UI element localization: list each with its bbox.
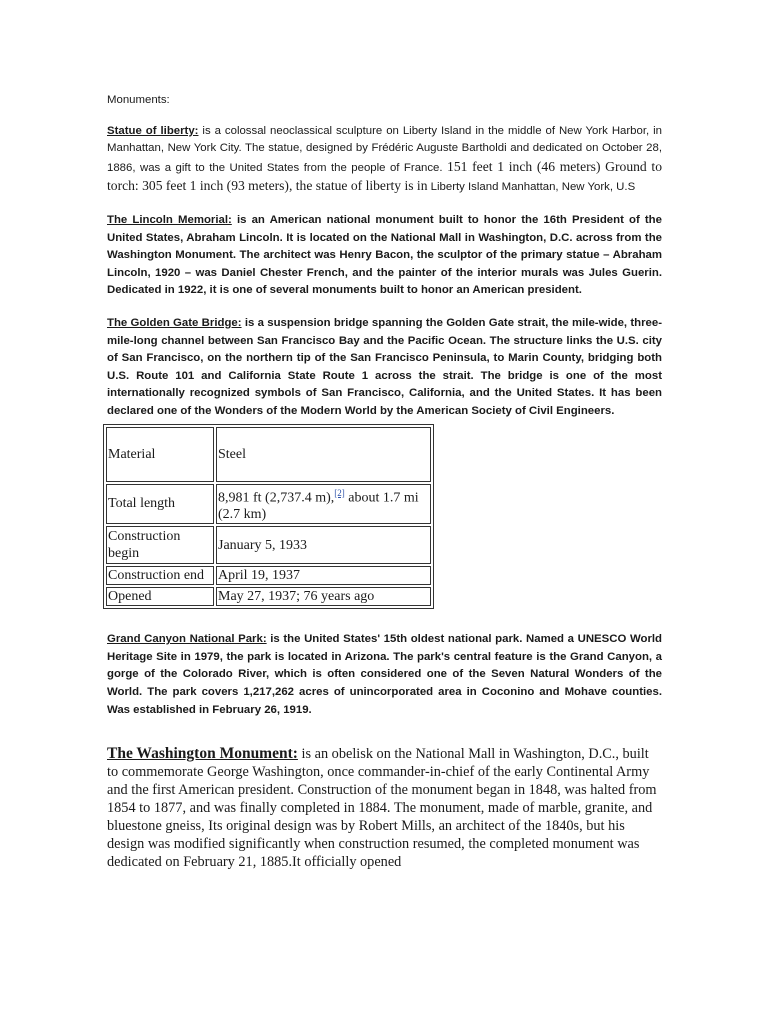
table-cell-key: Construction end: [106, 566, 214, 585]
heading-golden-gate: The Golden Gate Bridge:: [107, 316, 242, 329]
document-title: Monuments:: [107, 94, 170, 106]
table-row: [106, 566, 431, 585]
table-cell-value: January 5, 1933: [216, 526, 431, 564]
paragraph-washington-monument: [107, 745, 662, 871]
grand-canyon-text: is the United States' 15th oldest national park. Named a UNESCO World Heritage Site in 1979, the park is located in Arizona. The park's central feature is the Grand Canyon, a gorge of the Colorado River, which is often considered one of the Seven Natural Wonders of the World. The park covers 1,217,262 acres of unincorporated area in Coconino and Mohave counties. Was established in February 26, 1919.: [107, 633, 663, 716]
table-row: [106, 427, 431, 482]
liberty-tail: Liberty Island Manhattan, New York, U.S: [427, 181, 636, 194]
golden-gate-text: is a suspension bridge spanning the Golden Gate strait, the mile-wide, three-mile-long channel between San Francisco Bay and the Pacific Ocean. The structure links the U.S. city of San Francisco, on the northern tip of the San Francisco Peninsula, to Marin County, bridging both U.S. Route 101 and California State Route 1 across the strait. The bridge is one of the most internationally recognized symbols of San Francisco, California, and the United States. It has been declared one of the Wonders of the Modern World by the American Society of Civil Engineers.: [107, 316, 663, 417]
heading-washington-monument: The Washington Monument:: [107, 745, 298, 763]
table-cell-value: Steel: [216, 427, 431, 482]
length-value-a: 8,981 ft (2,737.4 m),: [218, 490, 335, 506]
table-cell-value: May 27, 1937; 76 years ago: [216, 587, 431, 606]
washington-text: is an obelisk on the National Mall in Washington, D.C., built to commemorate George Washington, once commander-in-chief of the early Continental Army and the first American president. Construction of the monument began in 1848, was halted from 1854 to 1877, and was finally completed in 1884. The monument, made of marble, granite, and bluestone gneiss, Its original design was by Robert Mills, an architect of the 1840s, but his design was modified significantly when construction resumed, the completed monument was dedicated on February 21, 1885.It officially opened: [107, 746, 657, 871]
paragraph-statue-of-liberty: [107, 123, 662, 197]
table-row: [106, 526, 431, 564]
document-page: [107, 92, 662, 885]
table-cell-value: April 19, 1937: [216, 566, 431, 585]
golden-gate-facts-table: [103, 424, 434, 610]
liberty-text: is a colossal neoclassical sculpture on Liberty Island in the middle of New York Harbor, in Manhattan, New York City. The statue, designed by Frédéric Auguste Bartholdi and dedicated on October 28, 1886, was a gift to the United States from the people of France.: [107, 124, 663, 174]
reference-link[interactable]: [2]: [334, 487, 345, 498]
table-cell-key: Construction begin: [106, 526, 214, 564]
lincoln-text: is an American national monument built to honor the 16th President of the United States, Abraham Lincoln. It is located on the National Mall in Washington, D.C. across from the Washington Monument. The architect was Henry Bacon, the sculptor of the primary statue – Abraham Lincoln, 1920 – was Daniel Chester French, and the painter of the interior murals was Jules Guerin. Dedicated in 1922, it is one of several monuments built to honor an American president.: [107, 213, 662, 297]
heading-lincoln-memorial: The Lincoln Memorial:: [107, 213, 232, 226]
table-cell-value: [216, 484, 431, 525]
table-cell-key: Material: [106, 427, 214, 482]
table-cell-key: Opened: [106, 587, 214, 606]
table-cell-key: Total length: [106, 484, 214, 525]
paragraph-golden-gate: [107, 315, 662, 421]
table-row: [106, 587, 431, 606]
heading-statue-of-liberty: Statue of liberty:: [107, 124, 199, 137]
liberty-serif-text: 151 feet 1 inch (46 meters) Ground to torch: 305 feet 1 inch (93 meters), the statue of liberty is in: [107, 158, 662, 194]
paragraph-lincoln-memorial: [107, 212, 662, 300]
heading-grand-canyon: Grand Canyon National Park:: [107, 633, 267, 646]
paragraph-grand-canyon: [107, 631, 662, 719]
length-value-b: about 1.7 mi (2.7 km): [218, 490, 419, 523]
table-row: [106, 484, 431, 525]
